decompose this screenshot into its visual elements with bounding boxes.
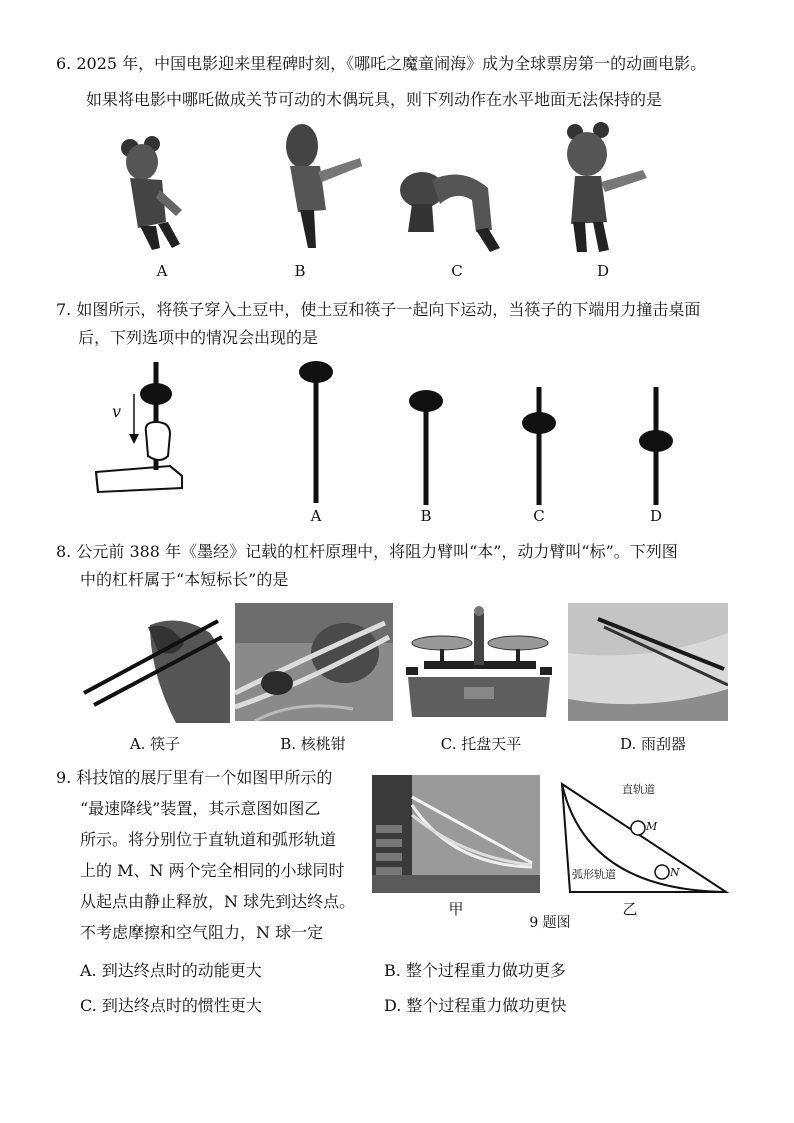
q7-text-line1: 7. 如图所示，将筷子穿入土豆中，使土豆和筷子一起向下运动，当筷子的下端用力撞击桌面 [56,300,701,319]
q7-text-line2: 后，下列选项中的情况会出现的是 [78,328,319,347]
q8-photo-walnut-cracker [235,603,393,721]
q9-option-c[interactable]: C. 到达终点时的惯性更大 [80,996,262,1015]
q9-text-line2: “最速降线”装置，其示意图如图乙 [80,799,321,818]
q6-text-line1: 6. 2025 年，中国电影迎来里程碑时刻，《哪吒之魔童闹海》成为全球票房第一的动画电影。 [56,54,707,73]
q9-text-line6: 不考虑摩擦和空气阻力，N 球一定 [80,923,324,942]
q6-option-d[interactable]: D [596,262,610,280]
q7-option-a-figure [296,358,336,508]
q6-text-line2: 如果将电影中哪吒做成关节可动的木偶玩具，则下列动作在水平地面无法保持的是 [86,90,663,109]
q8-text-line2: 中的杠杆属于“本短标长”的是 [80,570,289,589]
q7-option-d-figure [636,385,676,509]
q6-figure-c-puppet-bending [392,160,512,260]
q7-option-a[interactable]: A [310,507,322,525]
q9-text-line3: 所示。将分别位于直轨道和弧形轨道 [80,830,337,849]
q7-velocity-label: v [112,402,122,421]
q9-option-a[interactable]: A. 到达终点时的动能更大 [80,961,262,980]
q8-option-b[interactable]: B. 核桃钳 [280,735,346,753]
q6-figure-a-puppet-leaning [100,130,190,255]
q7-option-c-figure [519,385,559,509]
q8-photo-tray-balance [400,603,558,721]
q9-curved-track-label: 弧形轨道 [572,868,616,881]
q6-figure-d-puppet-standing [555,122,655,257]
q8-option-d[interactable]: D. 雨刮器 [619,735,687,753]
q9-photo-jia [372,775,540,893]
q8-option-a[interactable]: A. 筷子 [129,735,181,753]
q9-option-b[interactable]: B. 整个过程重力做功更多 [384,961,566,980]
q7-setup-figure [90,360,190,500]
q8-text-line1: 8. 公元前 388 年《墨经》记载的杠杆原理中，将阻力臂叫“本”，动力臂叫“标”。下列图 [56,542,678,561]
q9-figure-label-jia: 甲 [448,900,464,918]
q9-option-d[interactable]: D. 整个过程重力做功更快 [384,996,567,1015]
q9-ball-m-label: M [646,820,658,833]
q9-ball-n-label: N [670,866,680,879]
q7-option-c[interactable]: C [533,507,545,525]
q6-option-a[interactable]: A [156,262,168,280]
q6-option-b[interactable]: B [294,262,306,280]
q9-text-line5: 从起点由静止释放，N 球先到达终点。 [80,892,356,911]
q9-text-line4: 上的 M、N 两个完全相同的小球同时 [80,861,345,880]
q9-figure-label-yi: 乙 [622,900,638,918]
q6-figure-b-puppet-one-leg [268,120,368,255]
q8-photo-wiper [568,603,728,721]
q8-photo-chopsticks [80,603,230,723]
q9-text-line1: 9. 科技馆的展厅里有一个如图甲所示的 [56,768,333,787]
q7-option-d[interactable]: D [649,507,663,525]
q9-figure-caption: 9 题图 [529,915,571,931]
q6-option-c[interactable]: C [451,262,463,280]
q9-straight-track-label: 直轨道 [622,783,655,796]
q8-option-c[interactable]: C. 托盘天平 [440,735,522,753]
q7-option-b-figure [406,385,446,509]
q7-option-b[interactable]: B [420,507,432,525]
